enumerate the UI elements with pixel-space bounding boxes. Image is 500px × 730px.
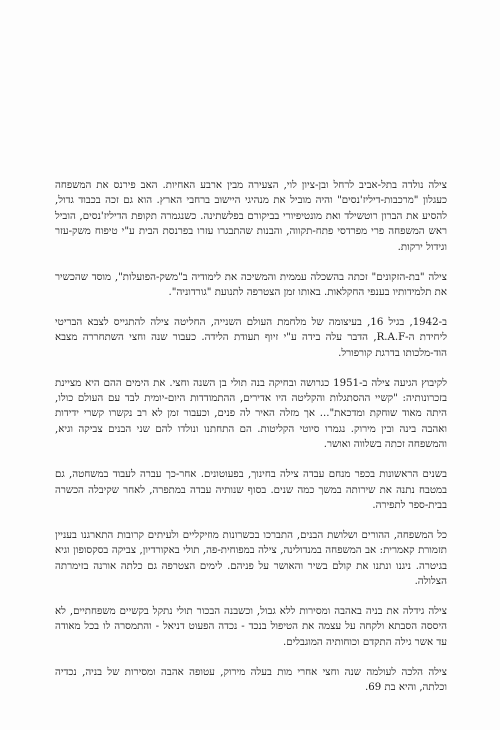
paragraph-passing: צילה הלכה לעולמה שנה וחצי אחרי מות בעלה מירוק, עטופה אהבה ומסירות של בניה, נכדיה וכלתה, והיא בת 69. (55, 666, 447, 694)
biography-text (55, 178, 447, 695)
paragraph-work: בשנים הראשונות בכפר מנחם עבדה צילה בחינוך, בפעוטונים. אחר-כך עברה לעבוד במשחטה, גם במטבח נתנה את שירותה במשך כמה שנים. בסוף שנותיה עבדה במתפרה, לאחר שקיבלה הכשרה בבית-ספר לתפירה. (55, 469, 447, 511)
paragraph-music: כל המשפחה, ההורים ושלושת הבנים, התברכו בכשרונות מוזיקליים ולעיתים קרובות התארגנו בעניין תזמורת קאמרית: אב המשפחה במנדולינה, צילה במפוחית-פה, תולי באקורדיון, צביקה בסקסופון וגיא בגיטרה. ניגנו ונתנו את קולם בשיר והאושר על פניהם. לימים הצטרפה גם כלתה אורנה בזימרתה הצלולה. (55, 529, 447, 588)
paragraph-birth: צילה נולדה בתל-אביב לרחל ובן-ציון לוי, הצעירה מבין ארבע האחיות. האב פירנס את המשפחה כעגלון "מרכבות-דיליז'נסים" והיה מוביל את מנהיגי היישוב ברחבי הארץ. הוא גם זכה בכבוד גדול, להסיע את הברון רוטשילד ואת מונטיפיורי בביקורם בפלשתינה. כשנגמרה תקופת הדיליז'נסים, הוביל ראש המשפחה פרי מפרדסי פתח-תקווה, והבנות שהתבגרו עזרו בפרנסת הבית ע"י טיפוח משק-עזר וגידול ירקות. (55, 180, 447, 253)
paragraph-army-service: ב-1942, בגיל 16, בעיצומה של מלחמת העולם השנייה, החליטה צילה להתגייס לצבא הבריטי ליחידת ה-R.A.F, הדבר עלה בידה ע"י זיוף תעודת הלידה. כעבור שנה וחצי השתחררה מצבא הוד-מלכותו בדרגת קורפורל. (55, 316, 448, 359)
paragraph-kibbutz-arrival: לקיבוץ הגיעה צילה ב-1951 כגרושה ובחיקה בנה תולי בן השנה וחצי. את הימים ההם היא מציינת בזכרונותיה: "קשיי ההסתגלות והקליטה היו אדירים, ההתמודדות היום-יומית לבד עם העולם כולו, היתה מאוד שוחקת ומדכאת"... אך מזלה האיר לה פנים, וכעבור זמן לא רב נקשרו קשרי ידידות ואהבה בינה ובין מירוק. נגמרו סיוטי הקליטות. הם התחתנו ונולדו להם שני הבנים צביקה וגיא, והמשפחה זכתה בשלווה ואושר. (55, 377, 447, 451)
paragraph-education: צילה "בת-הזקונים" זכתה בהשכלה עממית והמשיכה את לימודיה ב"משק-הפועלות", מוסד שהכשיר את תלמידותיו בענפי החקלאות. באותו זמן הצטרפה לתנועת "גורדוניה". (55, 271, 447, 298)
paragraph-family: צילה גידלה את בניה באהבה ומסירות ללא גבול, וכשבנה הבכור תולי נתקל בקשיים משפחתיים, לא היססה הסבתא ולקחה על עצמה את הטיפול בנכד - נכדה הפעוט דניאל - והתמסרה לו בכל מאודה עד אשר גילה התקדם וכוחותיה המוגבלים. (55, 605, 447, 648)
